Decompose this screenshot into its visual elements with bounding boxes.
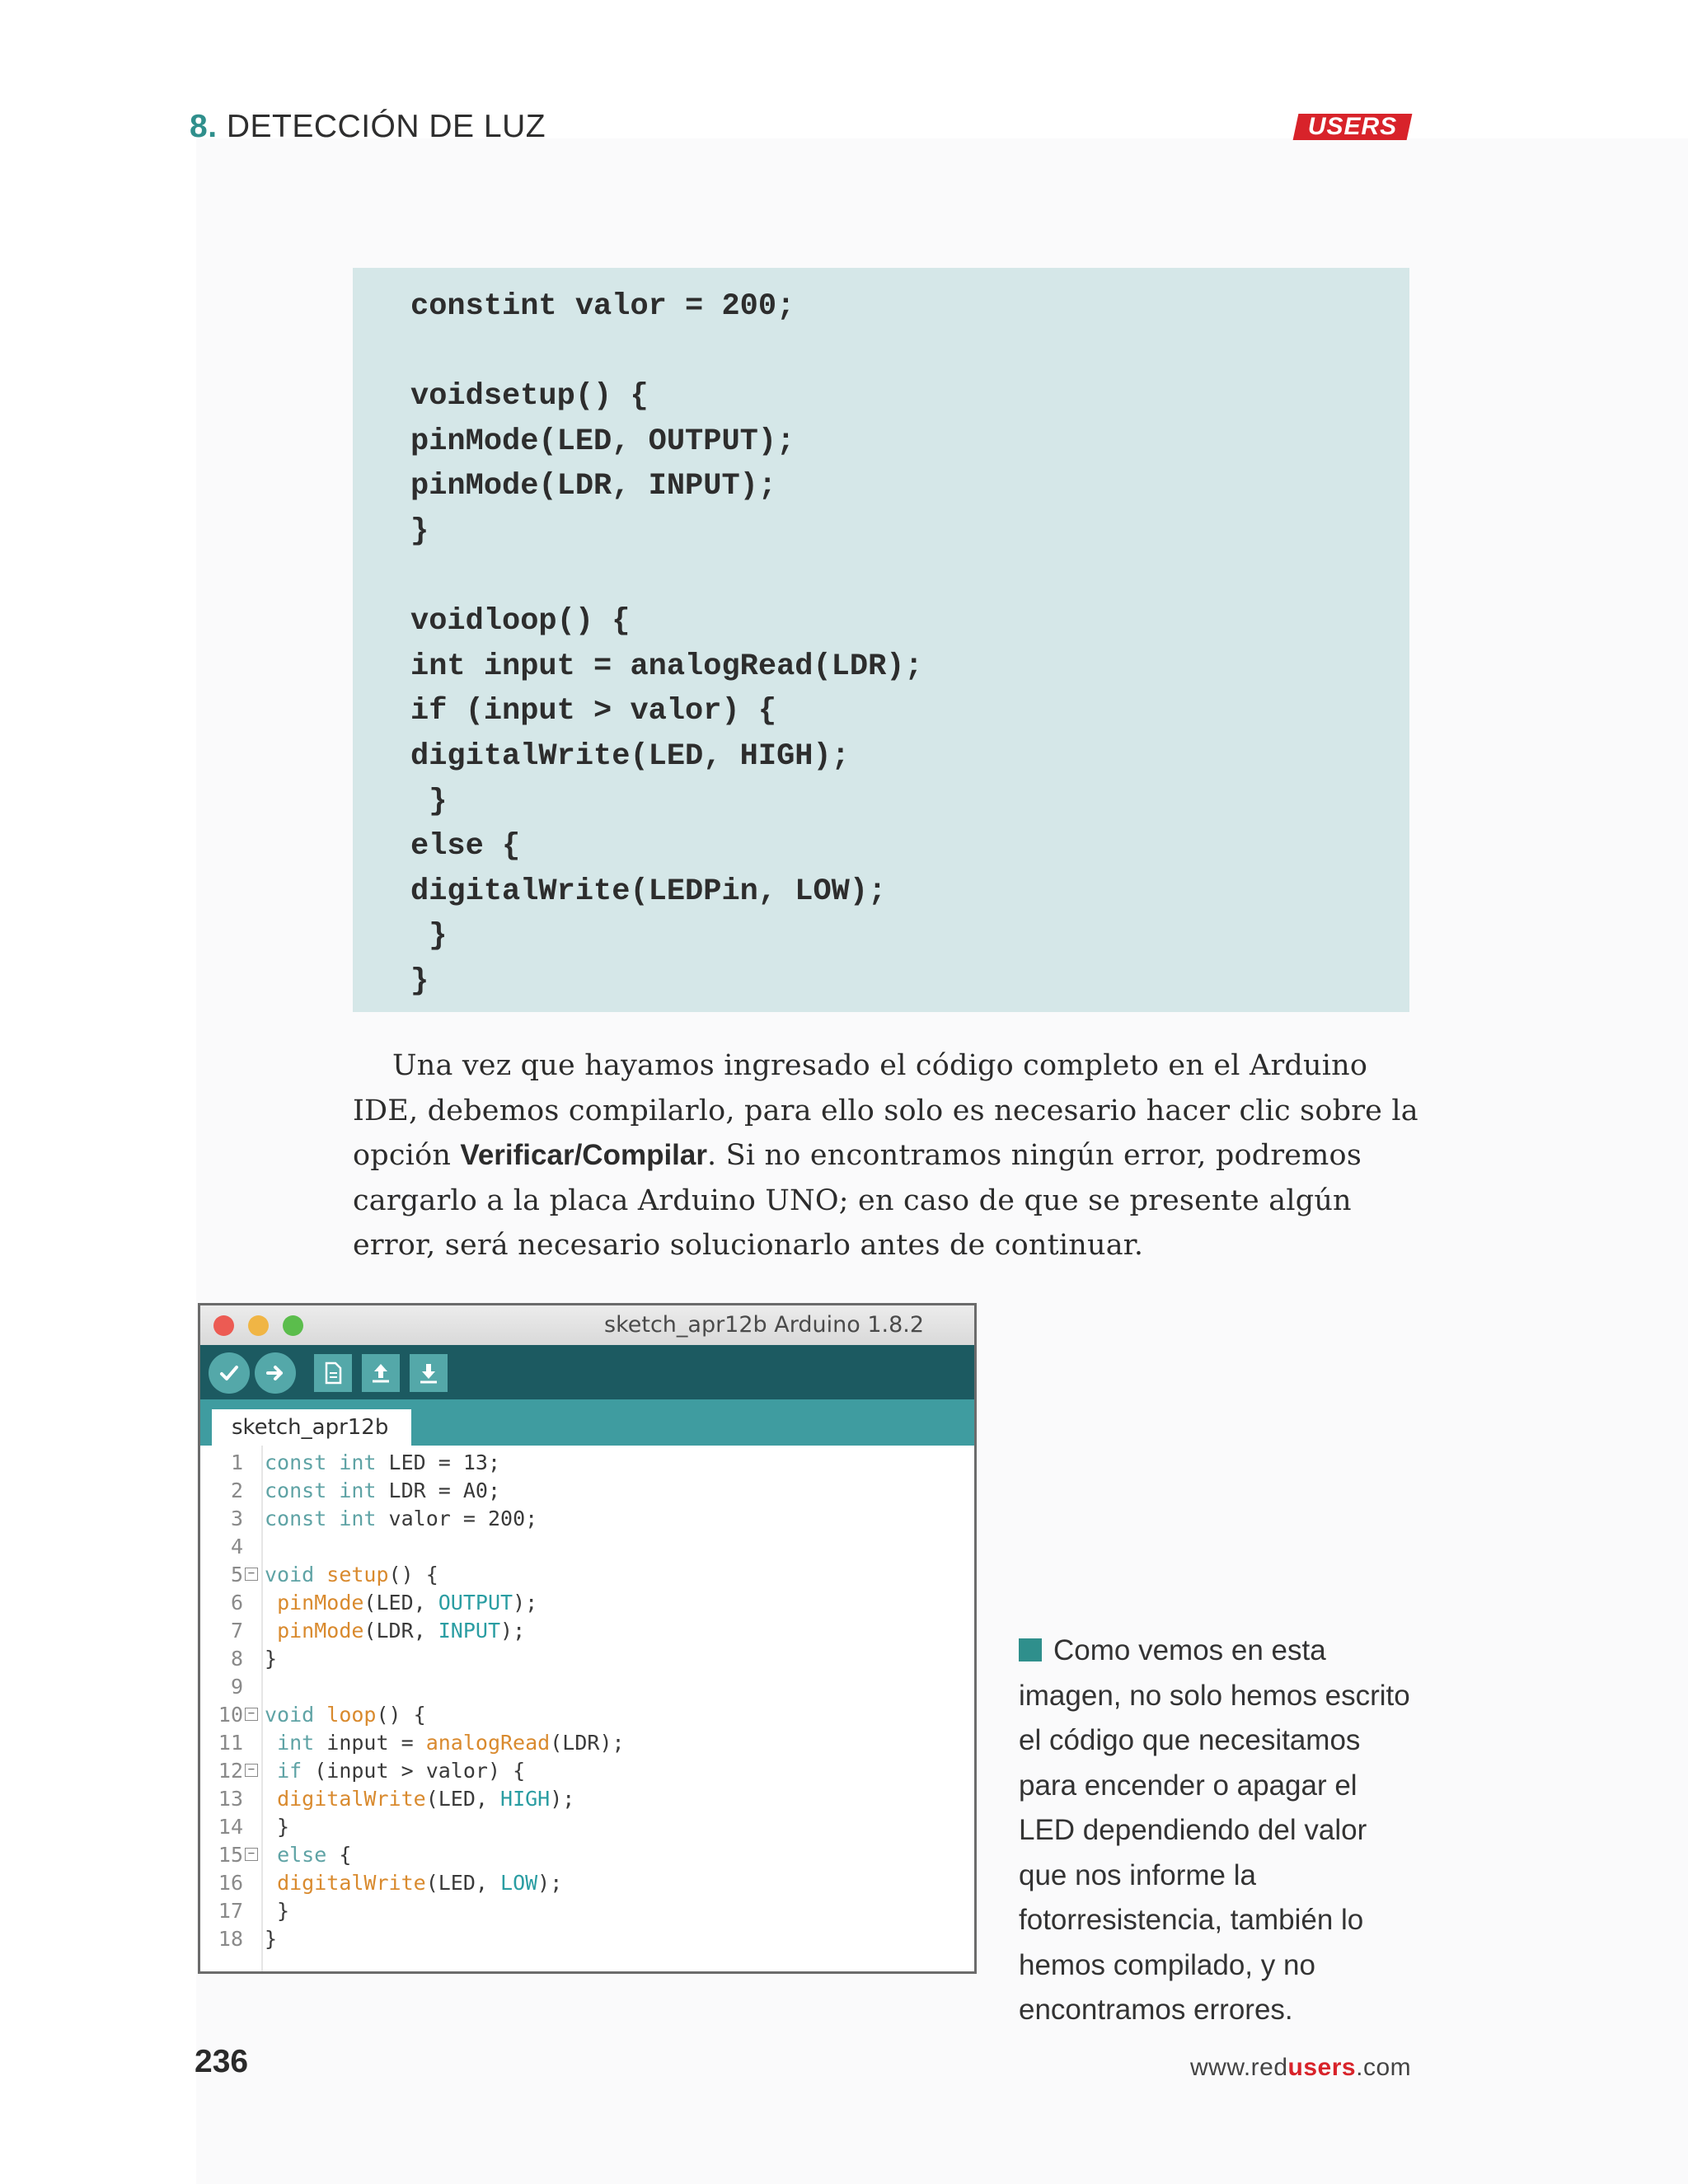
window-titlebar [200,1305,974,1345]
code-line: digitalWrite(LEDPin, LOW); [410,874,887,909]
line-number: 18 [218,1927,243,1951]
editor-line [200,1533,974,1561]
line-number: 5 [230,1563,243,1586]
ide-toolbar [200,1345,974,1399]
body-text-bold-option: Verificar/Compilar [460,1139,707,1171]
line-number: 1 [230,1451,243,1474]
editor-line [200,1561,974,1589]
url-brand: users [1287,2054,1357,2081]
editor-code-text: pinMode(LED, OUTPUT); [277,1591,538,1615]
editor-line [200,1841,974,1869]
editor-line [200,1785,974,1813]
website-url[interactable] [1190,2054,1411,2082]
code-listing [353,268,1409,1012]
editor-code-text: const int LDR = A0; [265,1479,501,1502]
line-number: 13 [218,1787,243,1811]
editor-line [200,1589,974,1617]
line-number: 15 [218,1843,243,1867]
caption-text: Como vemos en esta imagen, no solo hemos escrito el código que necesitamos para encender o apagar el LED dependiendo del valor que nos informe la fotorresistencia, también lo hemos compilado, y no encontramos errores. [1019,1634,1410,2026]
upload-icon [263,1361,288,1385]
verify-button[interactable] [209,1352,250,1394]
editor-line [200,1449,974,1477]
editor-line [200,1505,974,1533]
fold-toggle-icon[interactable]: − [245,1708,258,1721]
chapter-number: 8. [190,109,218,144]
figure-caption [1019,1629,1414,2033]
editor-code-text: if (input > valor) { [277,1759,526,1783]
caption-bullet-square [1019,1638,1042,1661]
users-logo [1293,114,1413,140]
line-number: 16 [218,1871,243,1895]
fold-toggle-icon[interactable]: − [245,1568,258,1581]
editor-code-text: void loop() { [265,1703,426,1727]
editor-line [200,1757,974,1785]
line-number: 7 [230,1619,243,1643]
code-line: int input = analogRead(LDR); [410,649,923,684]
editor-line [200,1701,974,1729]
open-icon [369,1361,392,1385]
line-number: 2 [230,1479,243,1502]
editor-code-text: } [265,1899,290,1923]
window-title: sketch_apr12b Arduino 1.8.2 [604,1312,925,1338]
editor-line [200,1673,974,1701]
editor-line [200,1729,974,1757]
line-number: 6 [230,1591,243,1615]
line-number: 4 [230,1535,243,1558]
editor-code-text: } [265,1647,278,1671]
editor-line [200,1477,974,1505]
verify-icon [217,1361,241,1385]
line-number: 3 [230,1507,243,1530]
code-line: pinMode(LED, OUTPUT); [410,424,795,459]
body-text-part1: Una vez que hayamos ingresado el código completo en el Arduino IDE, debemos compilarlo, para ello solo es necesario hacer clic sobre la opción [353,1049,1418,1172]
editor-code-text: void setup() { [265,1563,438,1586]
new-icon [321,1361,345,1385]
line-number: 11 [218,1731,243,1755]
chapter-title: DETECCIÓN DE LUZ [226,109,546,144]
editor-code-text: const int LED = 13; [265,1451,501,1474]
open-sketch-button[interactable] [362,1354,400,1392]
save-icon [417,1361,440,1385]
editor-code-text: else { [277,1843,352,1867]
line-number: 8 [230,1647,243,1671]
tab-sketch[interactable]: sketch_apr12b [212,1409,411,1446]
url-prefix: www.red [1190,2054,1288,2081]
upload-button[interactable] [255,1352,296,1394]
code-line: pinMode(LDR, INPUT); [410,469,777,504]
code-line: } [410,784,448,819]
save-sketch-button[interactable] [410,1354,448,1392]
page-number: 236 [195,2044,249,2079]
editor-line [200,1897,974,1925]
arduino-ide-screenshot [198,1303,977,1974]
editor-code-text: } [265,1815,290,1839]
editor-line [200,1645,974,1673]
close-window-button[interactable] [213,1315,234,1336]
editor-code-text: } [265,1927,278,1951]
line-number: 14 [218,1815,243,1839]
editor-line [200,1617,974,1645]
code-line: digitalWrite(LED, HIGH); [410,738,850,774]
url-suffix: .com [1356,2054,1412,2081]
maximize-window-button[interactable] [283,1315,303,1336]
code-line: if (input > valor) { [410,694,777,729]
editor-code-text: int input = analogRead(LDR); [277,1731,625,1755]
editor-code-text: digitalWrite(LED, HIGH); [277,1787,575,1811]
fold-toggle-icon[interactable]: − [245,1764,258,1777]
minimize-window-button[interactable] [248,1315,269,1336]
ide-tab-bar [200,1399,974,1446]
new-sketch-button[interactable] [314,1354,352,1392]
line-number: 12 [218,1759,243,1783]
editor-code-text: const int valor = 200; [265,1507,538,1530]
editor-line [200,1925,974,1953]
fold-toggle-icon[interactable]: − [245,1848,258,1861]
body-text-part2: . Si no encontramos ningún error, podremos cargarlo a la placa Arduino UNO; en caso de que se presente algún error, será necesario solucionarlo antes de continuar. [353,1139,1362,1262]
code-line: } [410,919,448,954]
line-number: 17 [218,1899,243,1923]
line-number: 10 [218,1703,243,1727]
editor-code-text: pinMode(LDR, INPUT); [277,1619,526,1643]
code-line: constint valor = 200; [410,289,795,324]
code-line: } [410,963,429,999]
body-paragraph [353,1043,1424,1268]
code-line: voidloop() { [410,604,631,640]
editor-code-text: digitalWrite(LED, LOW); [277,1871,563,1895]
code-text [410,284,923,1005]
chapter-header [190,109,546,145]
editor-line [200,1869,974,1897]
logo-text: USERS [1307,113,1398,140]
code-line: } [410,513,429,549]
code-line: else { [410,829,521,865]
code-editor[interactable] [200,1446,974,1971]
line-number: 9 [230,1675,243,1699]
editor-line [200,1813,974,1841]
code-line: voidsetup() { [410,379,649,415]
